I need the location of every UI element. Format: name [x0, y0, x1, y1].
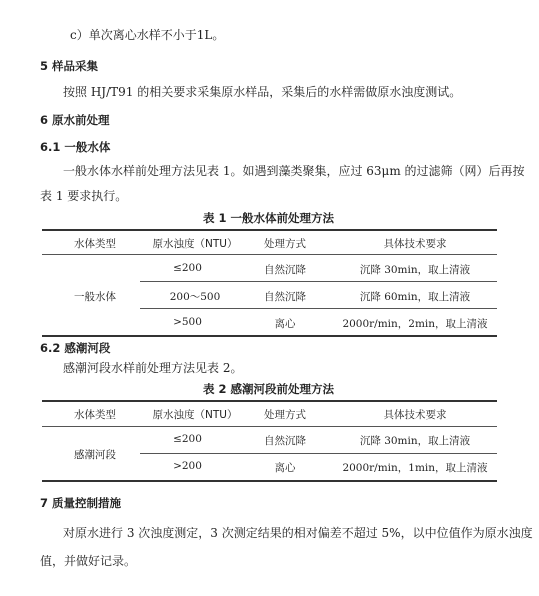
table-1-row1-turbidity: ≤200	[173, 262, 202, 274]
table-1-row3-method: 离心	[274, 318, 296, 330]
table-2-group-label: 感潮河段	[74, 449, 116, 461]
section-6-2-body: 感潮河段水样前处理方法见表 2。	[63, 361, 243, 375]
table-1-row1-requirement: 沉降 30min，取上清液	[359, 264, 471, 276]
section-6-title: 6 原水前处理	[40, 113, 110, 127]
table-2-row2-turbidity: >200	[173, 460, 202, 472]
section-6-2-title: 6.2 感潮河段	[40, 341, 111, 355]
table-1-caption: 表 1 一般水体前处理方法	[203, 211, 335, 225]
table-1-bottom-rule	[42, 335, 497, 337]
table-1-group-label: 一般水体	[74, 291, 116, 303]
table-2-row1-method: 自然沉降	[264, 435, 306, 447]
section-5-title: 5 样品采集	[40, 59, 99, 73]
section-5-body: 按照 HJ/T91 的相关要求采集原水样品，采集后的水样需做原水浊度测试。	[63, 85, 462, 99]
table-2-top-rule	[42, 400, 497, 402]
table-2-header-type: 水体类型	[74, 409, 116, 421]
section-6-1-title: 6.1 一般水体	[40, 140, 111, 154]
section-6-1-body-line1: 一般水体水样前处理方法见表 1。如遇到藻类聚集，应过 63μm 的过滤筛（网）后再按	[63, 164, 525, 178]
table-2-caption: 表 2 感潮河段前处理方法	[203, 382, 335, 396]
table-2-header-turbidity: 原水浊度（NTU）	[152, 409, 238, 421]
section-7-body-line2: 值，并做好记录。	[40, 554, 137, 568]
section-7-title: 7 质量控制措施	[40, 496, 122, 510]
table-1-top-rule	[42, 229, 497, 231]
table-1-row-divider	[140, 308, 497, 309]
item-c: c）单次离心水样不小于1L。	[70, 28, 225, 42]
table-1-header-rule	[42, 254, 497, 255]
table-1-row2-method: 自然沉降	[264, 291, 306, 303]
table-2-header-method: 处理方式	[264, 409, 306, 421]
table-1-header-type: 水体类型	[74, 238, 116, 250]
table-1-row1-method: 自然沉降	[264, 264, 306, 276]
table-1-row-divider	[140, 281, 497, 282]
table-2-header-requirement: 具体技术要求	[383, 409, 447, 421]
table-1-header-method: 处理方式	[264, 238, 306, 250]
table-2-row1-turbidity: ≤200	[173, 433, 202, 445]
table-1-header-requirement: 具体技术要求	[383, 238, 447, 250]
table-1-row2-requirement: 沉降 60min，取上清液	[359, 291, 471, 303]
table-2-row-divider	[140, 453, 497, 454]
table-1-row3-turbidity: >500	[173, 316, 202, 328]
table-1-row2-turbidity: 200～500	[169, 291, 221, 303]
table-2-row1-requirement: 沉降 30min，取上清液	[359, 435, 471, 447]
section-7-body-line1: 对原水进行 3 次浊度测定，3 次测定结果的相对偏差不超过 5%，以中位值作为原水浊度	[63, 526, 533, 540]
section-6-1-body-line2: 表 1 要求执行。	[40, 189, 128, 203]
table-2-bottom-rule	[42, 480, 497, 482]
table-2-header-rule	[42, 426, 497, 427]
table-1-row3-requirement: 2000r/min，2min，取上清液	[342, 318, 488, 330]
table-2-row2-requirement: 2000r/min，1min，取上清液	[342, 462, 488, 474]
table-1-header-turbidity: 原水浊度（NTU）	[152, 238, 238, 250]
table-2-row2-method: 离心	[274, 462, 296, 474]
